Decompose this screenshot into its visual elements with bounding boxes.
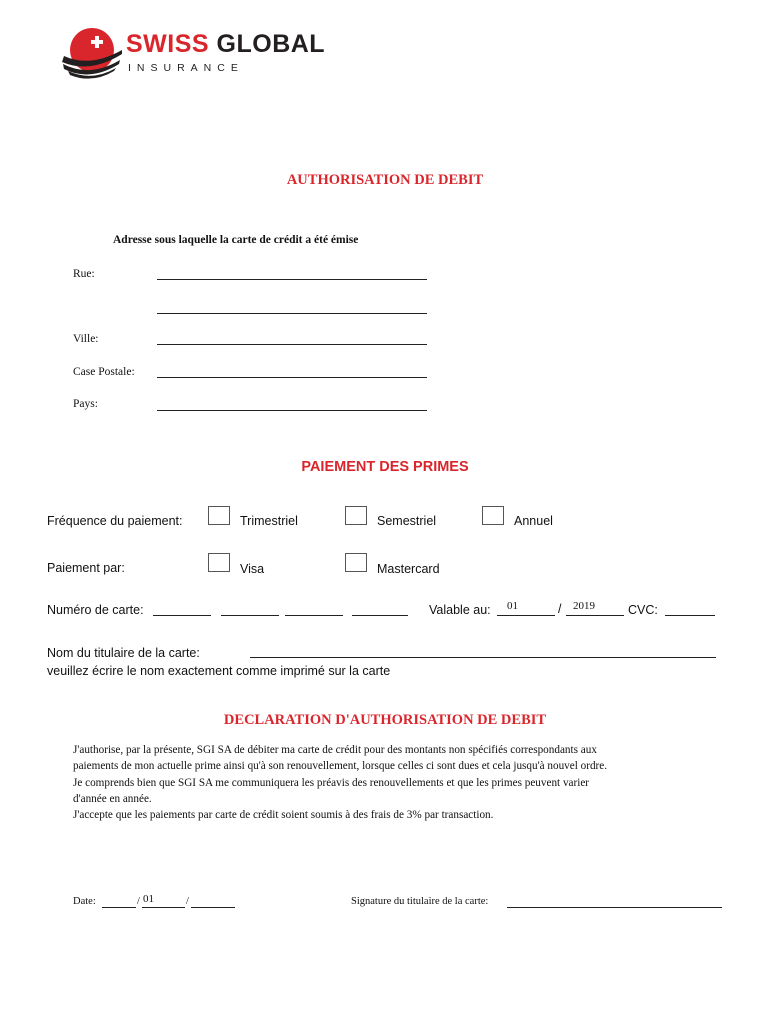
postbox-label: Case Postale:	[73, 366, 135, 378]
brand-name-red: SWISS	[126, 30, 210, 58]
card-number-group-1[interactable]	[153, 615, 211, 616]
holder-label: Nom du titulaire de la carte:	[47, 646, 200, 660]
street-label: Rue:	[73, 268, 95, 280]
declaration-line: J'authorise, par la présente, SGI SA de débiter ma carte de crédit pour des montants non spécifiés correspondants aux	[73, 744, 597, 756]
cvc-field[interactable]	[665, 615, 715, 616]
valid-year-value: 2019	[573, 600, 595, 612]
date-label: Date:	[73, 896, 96, 907]
checkbox-visa[interactable]	[208, 553, 230, 572]
signature-field[interactable]	[507, 907, 722, 908]
country-field[interactable]	[157, 410, 427, 411]
checkbox-trimestriel[interactable]	[208, 506, 230, 525]
valid-month-field[interactable]	[497, 615, 555, 616]
section-title-premiums: PAIEMENT DES PRIMES	[301, 459, 469, 475]
holder-note: veuillez écrire le nom exactement comme imprimé sur la carte	[47, 664, 391, 678]
option-mastercard-label: Mastercard	[377, 562, 440, 576]
checkbox-mastercard[interactable]	[345, 553, 367, 572]
country-label: Pays:	[73, 398, 98, 410]
declaration-line: d'année en année.	[73, 792, 152, 805]
swiss-cross-globe-icon	[60, 26, 124, 82]
declaration-line: Je comprends bien que SGI SA me communiquera les préavis des renouvellements et que les primes peuvent varier	[73, 776, 590, 789]
street-field-2[interactable]	[157, 313, 427, 314]
valid-separator: /	[558, 602, 562, 616]
postbox-field[interactable]	[157, 377, 427, 378]
declaration-line: J'accepte que les paiements par carte de crédit soient soumis à des frais de 3% par transaction.	[73, 809, 494, 822]
cvc-label: CVC:	[628, 603, 658, 617]
brand-name-dark: GLOBAL	[216, 30, 326, 58]
city-label: Ville:	[73, 333, 99, 345]
card-number-group-3[interactable]	[285, 615, 343, 616]
holder-name-field[interactable]	[250, 657, 716, 658]
declaration-line: paiements de mon actuelle prime ainsi qu'à son renouvellement, lorsque celles ci sont dues et cela jusqu'à nouvel ordre.	[73, 760, 608, 773]
date-sep-2: /	[186, 896, 189, 907]
date-day-field[interactable]	[102, 907, 136, 908]
card-number-group-2[interactable]	[221, 615, 279, 616]
date-month-field[interactable]	[142, 907, 185, 908]
signature-label: Signature du titulaire de la carte:	[351, 896, 489, 907]
valid-year-field[interactable]	[566, 615, 624, 616]
brand-tagline: INSURANCE	[128, 62, 244, 74]
option-annuel-label: Annuel	[514, 514, 553, 528]
declaration-text	[73, 742, 713, 823]
option-trimestriel-label: Trimestriel	[240, 514, 298, 528]
payment-label: Paiement par:	[47, 561, 125, 575]
valid-month-value: 01	[507, 600, 518, 612]
checkbox-annuel[interactable]	[482, 506, 504, 525]
date-sep-1: /	[137, 896, 140, 907]
option-semestriel-label: Semestriel	[377, 514, 437, 528]
option-visa-label: Visa	[240, 562, 265, 576]
company-logo	[60, 26, 326, 82]
address-heading: Adresse sous laquelle la carte de crédit a été émise	[113, 234, 359, 246]
street-field-1[interactable]	[157, 279, 427, 280]
section-title-declaration: DECLARATION D'AUTHORISATION DE DEBIT	[223, 712, 547, 728]
card-number-group-4[interactable]	[352, 615, 408, 616]
card-number-label: Numéro de carte:	[47, 603, 144, 617]
frequency-label: Fréquence du paiement:	[47, 514, 183, 528]
section-title-authorisation: AUTHORISATION DE DEBIT	[286, 172, 484, 188]
city-field[interactable]	[157, 344, 427, 345]
date-year-field[interactable]	[191, 907, 235, 908]
date-month-value: 01	[143, 893, 154, 905]
valid-label: Valable au:	[429, 603, 491, 617]
checkbox-semestriel[interactable]	[345, 506, 367, 525]
